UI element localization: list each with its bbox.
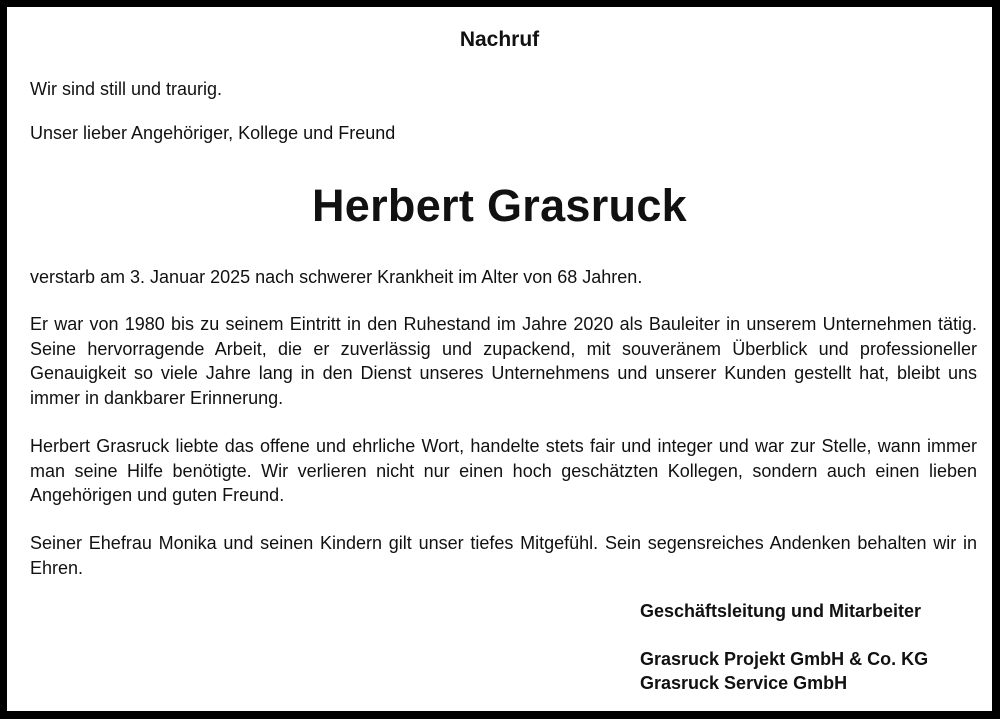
- paragraph: Herbert Grasruck liebte das offene und ehrliche Wort, handelte stets fair und integer und war zur Stelle, wann immer man seine Hilfe benötigte. Wir verlieren nicht nur einen hoch geschätzten Kollegen, sondern auch einen lieben Angehörigen und guten Freund.: [30, 436, 977, 505]
- deceased-name: Herbert Grasruck: [312, 180, 687, 231]
- obituary-notice: [7, 7, 992, 711]
- intro-line: Unser lieber Angehöriger, Kollege und Freund: [30, 123, 396, 143]
- heading: Nachruf: [459, 28, 540, 51]
- intro-line: Wir sind still und traurig.: [30, 79, 223, 99]
- signature-company: Grasruck Projekt GmbH & Co. KG: [640, 649, 929, 669]
- signature-group: Geschäftsleitung und Mitarbeiter: [640, 601, 922, 621]
- death-notice: verstarb am 3. Januar 2025 nach schwerer Krankheit im Alter von 68 Jahren.: [30, 267, 643, 287]
- paragraph: Seiner Ehefrau Monika und seinen Kindern gilt unser tiefes Mitgefühl. Sein segensreiches Andenken behalten wir in Ehren.: [30, 533, 977, 578]
- paragraph: Er war von 1980 bis zu seinem Eintritt in den Ruhestand im Jahre 2020 als Bauleiter in unserem Unternehmen tätig. Seine hervorragende Arbeit, die er zuverlässig und zupackend, mit souveränem Überblick und professioneller Genauigkeit so viele Jahre lang in den Dienst unseres Unternehmens und unserer Kunden gestellt hat, bleibt uns immer in dankbarer Erinnerung.: [30, 314, 977, 408]
- signature-company: Grasruck Service GmbH: [640, 673, 848, 693]
